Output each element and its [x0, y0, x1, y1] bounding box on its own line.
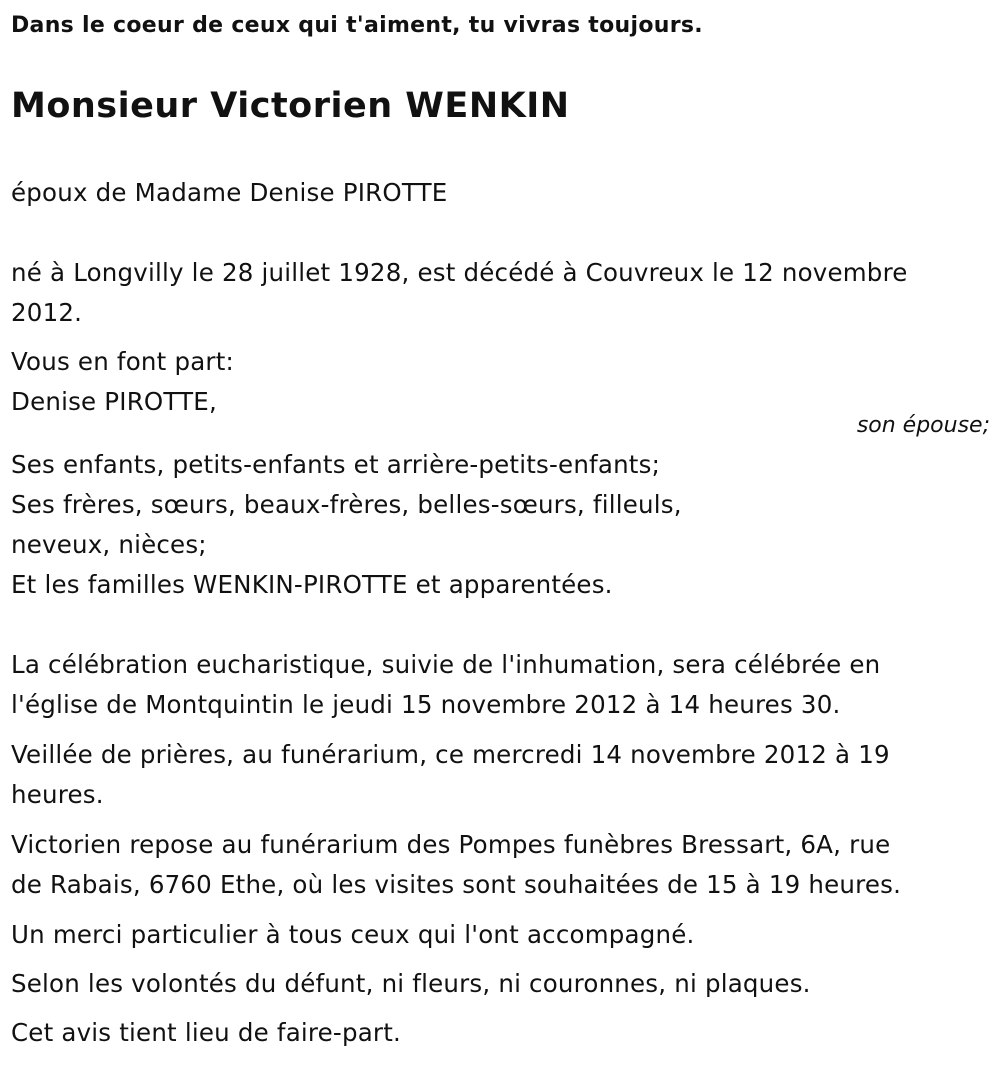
ceremony-line-1: La célébration eucharistique, suivie de l'inhumation, sera célébrée en: [11, 650, 881, 679]
thanks-line: Un merci particulier à tous ceux qui l'ont accompagné.: [11, 920, 695, 949]
announce-families: Et les familles WENKIN-PIROTTE et apparentées.: [11, 570, 613, 599]
rest-line-2: de Rabais, 6760 Ethe, où les visites sont souhaitées de 15 à 19 heures.: [11, 870, 902, 899]
wishes-line: Selon les volontés du défunt, ni fleurs, ni couronnes, ni plaques.: [11, 969, 811, 998]
closing-line: Cet avis tient lieu de faire-part.: [11, 1018, 401, 1047]
birth-death-line-1: né à Longvilly le 28 juillet 1928, est décédé à Couvreux le 12 novembre: [11, 258, 908, 287]
deceased-name: Monsieur Victorien WENKIN: [11, 86, 570, 126]
birth-death-line-2: 2012.: [11, 298, 83, 327]
announce-children: Ses enfants, petits-enfants et arrière-petits-enfants;: [11, 450, 661, 479]
announce-spouse-role: son épouse;: [856, 413, 990, 438]
announce-siblings-line-1: Ses frères, sœurs, beaux-frères, belles-sœurs, filleuls,: [11, 490, 682, 519]
rest-line-1: Victorien repose au funérarium des Pompes funèbres Bressart, 6A, rue: [11, 830, 891, 859]
announce-siblings-line-2: neveux, nièces;: [11, 530, 207, 559]
spouse-line: époux de Madame Denise PIROTTE: [11, 178, 448, 207]
announce-spouse-name: Denise PIROTTE,: [11, 387, 217, 416]
vigil-line-2: heures.: [11, 780, 104, 809]
announce-intro: Vous en font part:: [11, 347, 234, 376]
vigil-line-1: Veillée de prières, au funérarium, ce mercredi 14 novembre 2012 à 19: [11, 740, 890, 769]
ceremony-line-2: l'église de Montquintin le jeudi 15 novembre 2012 à 14 heures 30.: [11, 690, 841, 719]
motto: Dans le coeur de ceux qui t'aiment, tu vivras toujours.: [11, 13, 703, 38]
